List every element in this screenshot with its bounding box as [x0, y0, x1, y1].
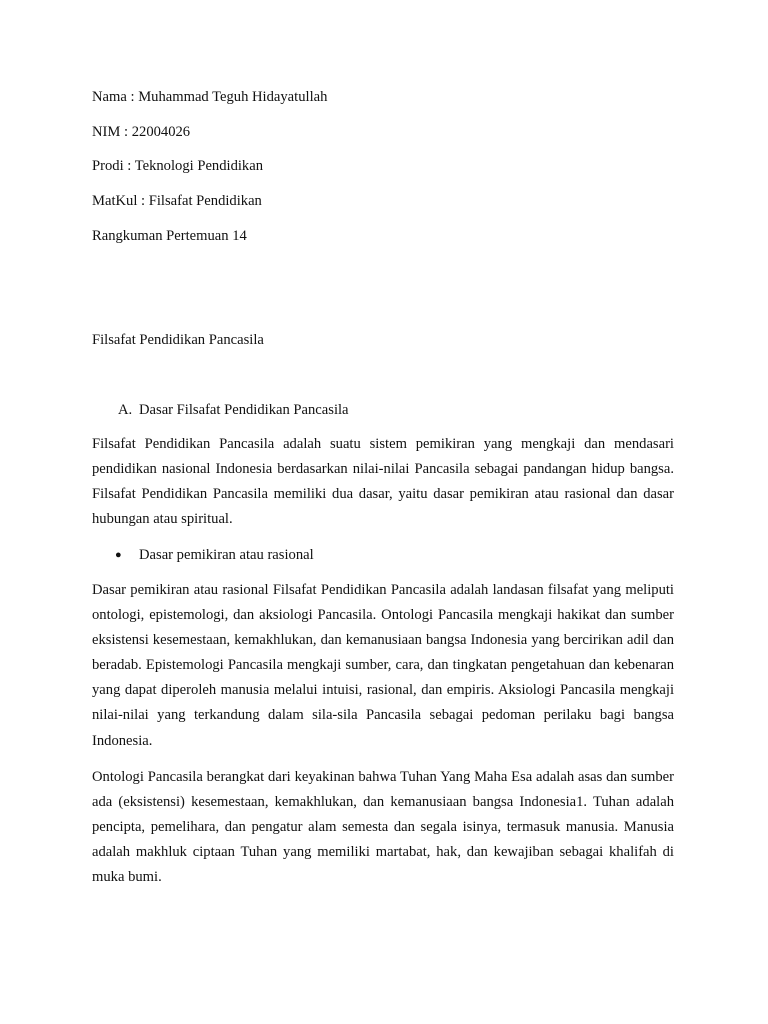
paragraph-1: Filsafat Pendidikan Pancasila adalah suatu sistem pemikiran yang mengkaji dan mendasari pendidikan nasional Indonesia berdasarkan nilai-nilai Pancasila sebagai pandangan hidup bangsa. Filsafat Pendidikan Pancasila memiliki dua dasar, yaitu dasar pemikiran atau rasional dan dasar hubungan atau spiritual. — [92, 436, 674, 528]
study-program-line: Prodi : Teknologi Pendidikan — [92, 158, 263, 174]
section-a-title: Dasar Filsafat Pendidikan Pancasila — [139, 402, 349, 418]
course-line: MatKul : Filsafat Pendidikan — [92, 193, 262, 209]
bullet-item — [115, 546, 314, 564]
student-id-line: NIM : 22004026 — [92, 124, 191, 140]
paragraph-2: Dasar pemikiran atau rasional Filsafat Pendidikan Pancasila adalah landasan filsafat yang meliputi ontologi, epistemologi, dan aksiologi Pancasila. Ontologi Pancasila mengkaji hakikat dan sumber eksistensi kesemestaan, kemakhlukan, dan kemanusiaan bangsa Indonesia yang bercirikan adil dan beradab. Epistemologi Pancasila mengkaji sumber, cara, dan tingkatan pengetahuan dan kebenaran yang dapat diperoleh manusia melalui intuisi, rasional, dan empiris. Aksiologi Pancasila mengkaji nilai-nilai yang terkandung dalam sila-sila Pancasila sebagai pedoman perilaku bagi bangsa Indonesia. — [92, 582, 674, 749]
bullet-item-label: Dasar pemikiran atau rasional — [139, 547, 314, 563]
section-a-heading — [118, 401, 349, 419]
paragraph-3: Ontologi Pancasila berangkat dari keyakinan bahwa Tuhan Yang Maha Esa adalah asas dan sumber ada (eksistensi) kesemestaan, kemakhlukan, dan kemanusiaan bangsa Indonesia1. Tuhan adalah pencipta, pemelihara, dan pengatur alam semesta dan segala isinya, termasuk manusia. Manusia adalah makhluk ciptaan Tuhan yang memiliki martabat, hak, dan kewajiban sebagai khalifah di muka bumi. — [92, 769, 674, 886]
bullet-dot-icon: ● — [115, 549, 122, 561]
document-title: Filsafat Pendidikan Pancasila — [92, 332, 264, 348]
student-name-line: Nama : Muhammad Teguh Hidayatullah — [92, 89, 328, 105]
summary-line: Rangkuman Pertemuan 14 — [92, 228, 247, 244]
section-a-marker: A. — [118, 402, 133, 418]
